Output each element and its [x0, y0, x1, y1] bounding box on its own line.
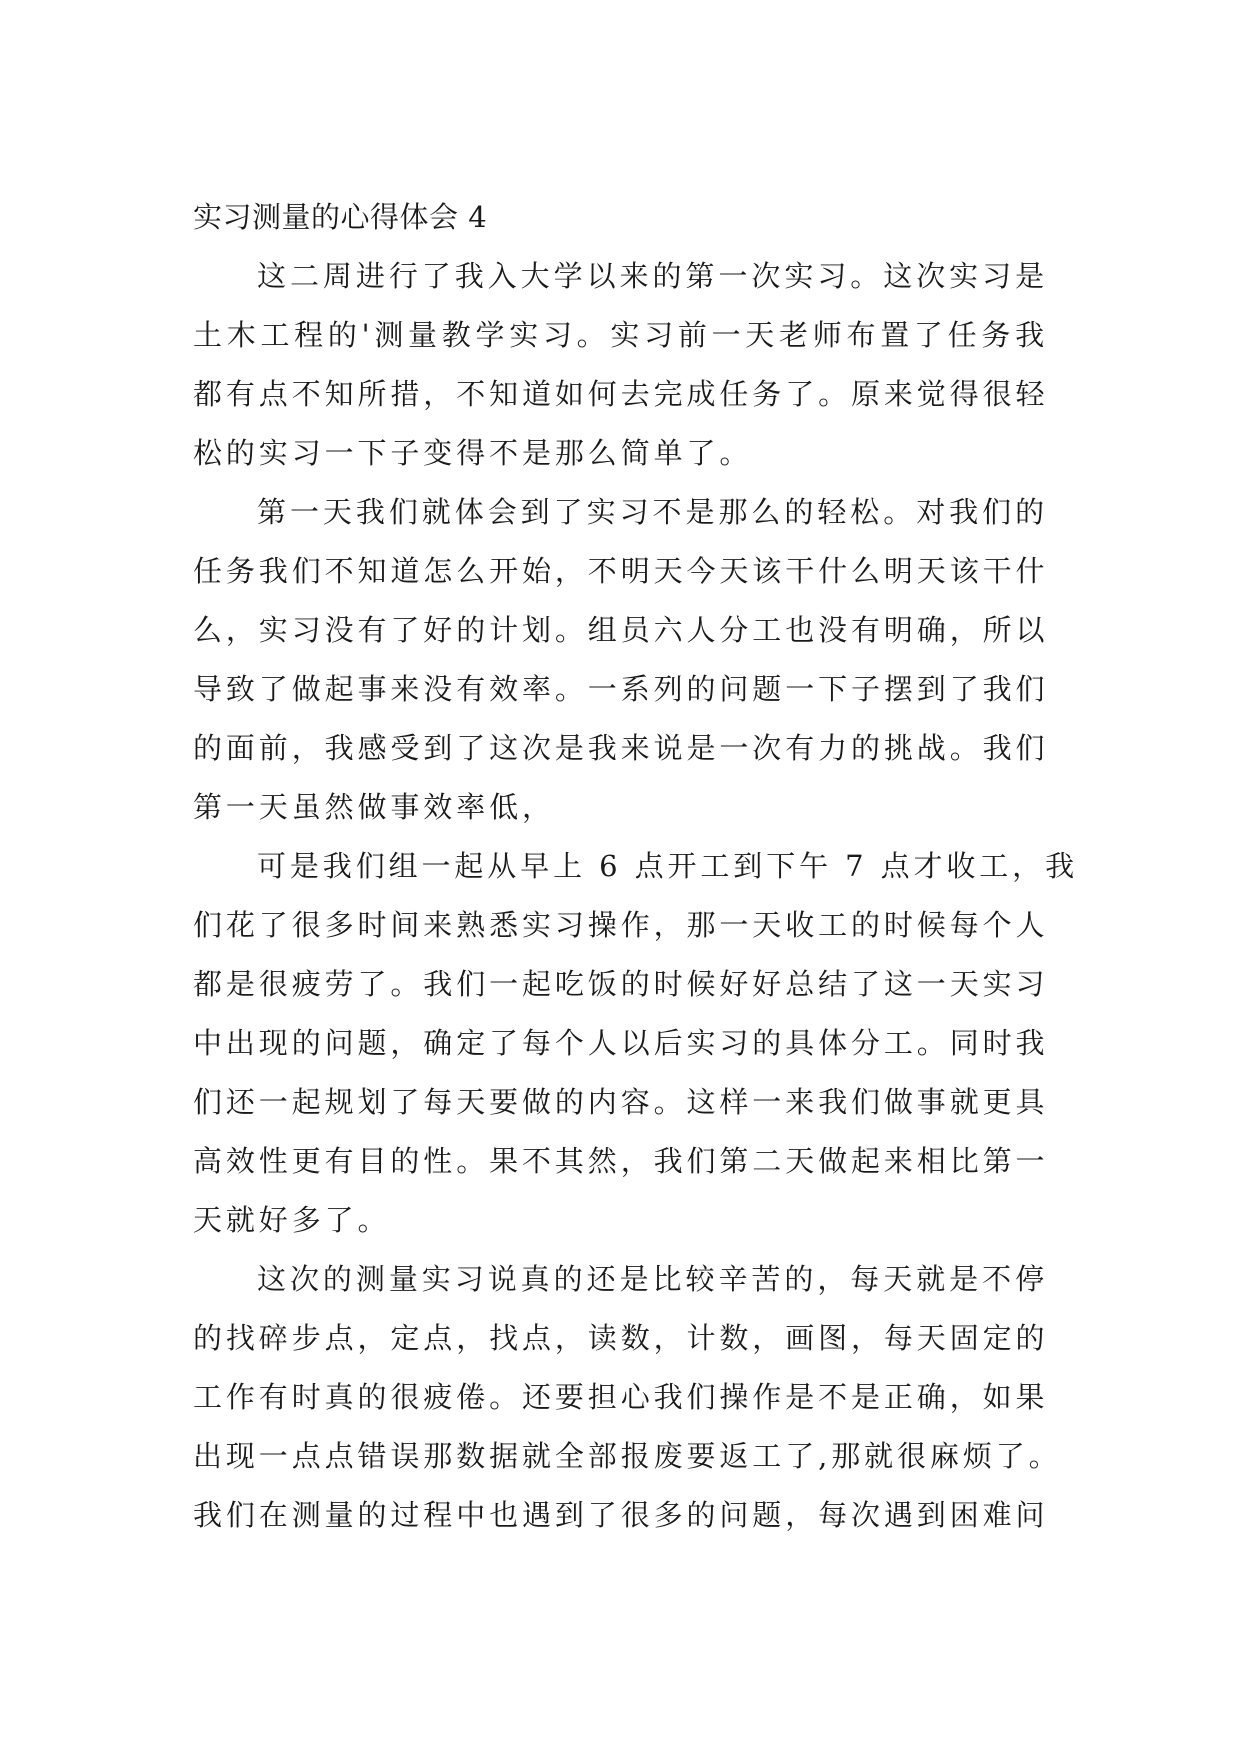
document-body [193, 188, 1078, 1545]
text-line: 我们在测量的过程中也遇到了很多的问题，每次遇到困难问 [193, 1498, 1049, 1532]
text-line: 都有点不知所措，不知道如何去完成任务了。原来觉得很轻 [193, 377, 1049, 411]
text-line: 任务我们不知道怎么开始，不明天今天该干什么明天该干什 [193, 554, 1049, 588]
document-title: 实习测量的心得体会 4 [193, 200, 488, 234]
paragraph-1 [193, 247, 1048, 483]
text-line: 土木工程的'测量教学实习。实习前一天老师布置了任务我 [193, 318, 1048, 352]
paragraph-4 [193, 1250, 1062, 1545]
text-line: 中出现的问题，确定了每个人以后实习的具体分工。同时我 [193, 1026, 1049, 1060]
text-line: 第一天虽然做事效率低， [193, 790, 555, 824]
text-line: 们还一起规划了每天要做的内容。这样一来我们做事就更具 [193, 1085, 1049, 1119]
text-line: 的找碎步点，定点，找点，读数，计数，画图，每天固定的 [193, 1321, 1049, 1355]
text-line: 都是很疲劳了。我们一起吃饭的时候好好总结了这一天实习 [193, 967, 1049, 1001]
text-line: 可是我们组一起从早上 6 点开工到下午 7 点才收工，我 [257, 849, 1078, 883]
text-line: 松的实习一下子变得不是那么简单了。 [193, 436, 753, 470]
text-line: 工作有时真的很疲倦。还要担心我们操作是不是正确，如果 [193, 1380, 1049, 1414]
text-line: 这二周进行了我入大学以来的第一次实习。这次实习是 [257, 259, 1048, 293]
text-line: 们花了很多时间来熟悉实习操作，那一天收工的时候每个人 [193, 908, 1049, 942]
paragraph-3 [193, 837, 1078, 1250]
text-line: 第一天我们就体会到了实习不是那么的轻松。对我们的 [257, 495, 1048, 529]
paragraph-2 [193, 483, 1048, 837]
text-line: 出现一点点错误那数据就全部报废要返工了,那就很麻烦了。 [193, 1439, 1062, 1473]
text-line: 么，实习没有了好的计划。组员六人分工也没有明确，所以 [193, 613, 1049, 647]
text-line: 天就好多了。 [193, 1203, 391, 1237]
text-line: 导致了做起事来没有效率。一系列的问题一下子摆到了我们 [193, 672, 1049, 706]
text-line: 的面前，我感受到了这次是我来说是一次有力的挑战。我们 [193, 731, 1049, 765]
text-line: 高效性更有目的性。果不其然，我们第二天做起来相比第一 [193, 1144, 1049, 1178]
text-line: 这次的测量实习说真的还是比较辛苦的，每天就是不停 [257, 1262, 1048, 1296]
